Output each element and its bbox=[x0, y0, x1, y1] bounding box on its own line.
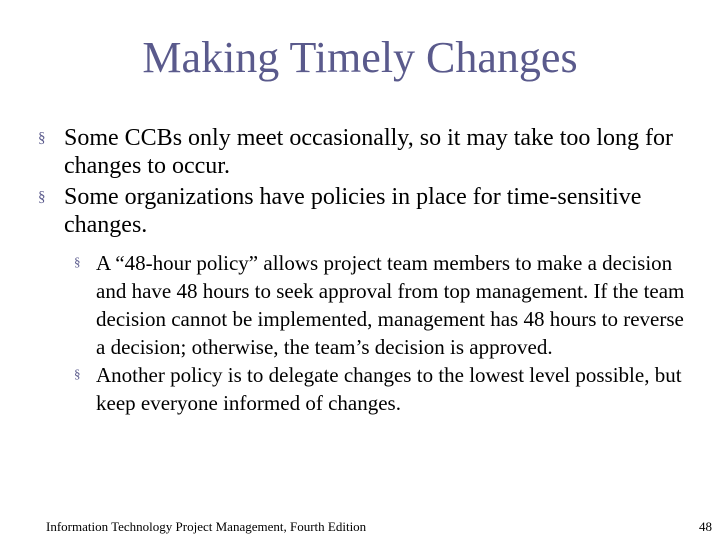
sub-bullet-item bbox=[74, 361, 694, 417]
sub-bullet-text: A “48-hour policy” allows project team members to make a decision and have 48 hours to seek approval from top management. If the team decision cannot be implemented, management has 48 hours to reverse a decision; otherwise, the team’s decision is approved. bbox=[96, 251, 685, 359]
bullet-item bbox=[38, 124, 698, 180]
bullet-text: Some organizations have policies in place for time-sensitive changes. bbox=[64, 184, 642, 238]
bullet-item bbox=[38, 183, 698, 239]
bullet-list bbox=[38, 124, 698, 417]
square-bullet-icon: § bbox=[74, 254, 81, 269]
slide-title: Making Timely Changes bbox=[142, 33, 578, 82]
square-bullet-icon: § bbox=[74, 366, 81, 381]
square-bullet-icon: § bbox=[38, 189, 46, 205]
sub-bullet-text: Another policy is to delegate changes to the lowest level possible, but keep everyone informed of changes. bbox=[96, 363, 682, 415]
square-bullet-icon: § bbox=[38, 130, 46, 146]
bullet-text: Some CCBs only meet occasionally, so it may take too long for changes to occur. bbox=[64, 125, 674, 179]
sub-bullet-list bbox=[74, 249, 694, 417]
page-number: 48 bbox=[699, 519, 712, 534]
slide-footer: Information Technology Project Management, Fourth Edition bbox=[46, 519, 367, 534]
sub-bullet-item bbox=[74, 249, 694, 361]
